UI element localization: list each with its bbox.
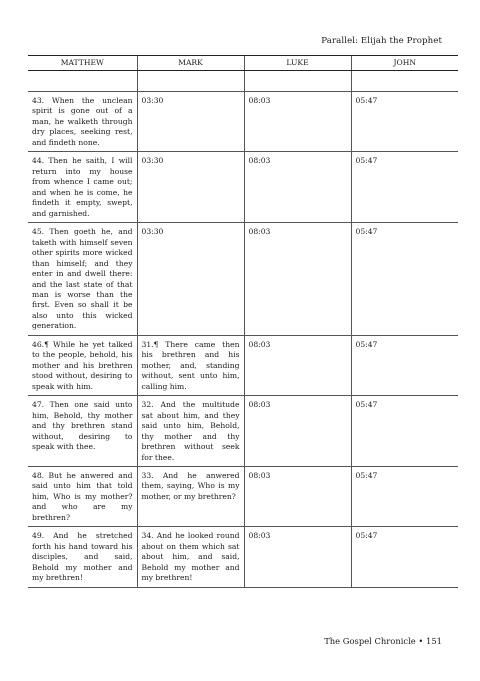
spacer-cell xyxy=(28,71,137,92)
column-header-luke: LUKE xyxy=(244,56,351,71)
mark-verse: 32. And the multitude sat about him, and they said unto him, Behold, thy mother and thy brethren without seek for thee. xyxy=(137,396,244,467)
table-row xyxy=(28,152,458,223)
matthew-verse: 47. Then one said unto him, Behold, thy mother and thy brethren stand without, desiring to speak with thee. xyxy=(28,396,137,467)
spacer-row xyxy=(28,71,458,92)
matthew-verse: 46.¶ While he yet talked to the people, behold, his mother and his brethren stood without, desiring to speak with him. xyxy=(28,335,137,395)
luke-verse: 08:03 xyxy=(244,92,351,152)
luke-verse: 08:03 xyxy=(244,223,351,336)
john-verse: 05:47 xyxy=(351,152,458,223)
mark-verse: 03:30 xyxy=(137,152,244,223)
john-verse: 05:47 xyxy=(351,467,458,527)
page-header: Parallel: Elijah the Prophet xyxy=(321,36,442,46)
table-header-row xyxy=(28,56,458,71)
matthew-verse: 45. Then goeth he, and taketh with himself seven other spirits more wicked than himself; and they enter in and dwell there: and the last state of that man is worse than the first. Even so shall it be also unto this wicked generation. xyxy=(28,223,137,336)
matthew-verse: 43. When the unclean spirit is gone out of a man, he walketh through dry places, seeking rest, and findeth none. xyxy=(28,92,137,152)
spacer-cell xyxy=(137,71,244,92)
spacer-cell xyxy=(244,71,351,92)
table-row xyxy=(28,396,458,467)
luke-verse: 08:03 xyxy=(244,152,351,223)
john-verse: 05:47 xyxy=(351,223,458,336)
page-footer: The Gospel Chronicle • 151 xyxy=(324,636,442,646)
matthew-verse: 49. And he stretched forth his hand toward his disciples, and said, Behold my mother and my brethren! xyxy=(28,527,137,587)
john-verse: 05:47 xyxy=(351,335,458,395)
mark-verse: 03:30 xyxy=(137,92,244,152)
luke-verse: 08:03 xyxy=(244,335,351,395)
john-verse: 05:47 xyxy=(351,396,458,467)
mark-verse: 34. And he looked round about on them which sat about him, and said, Behold my mother and my brethren! xyxy=(137,527,244,587)
matthew-verse: 44. Then he saith, I will return into my house from whence I came out; and when he is come, he findeth it empty, swept, and garnished. xyxy=(28,152,137,223)
column-header-matthew: MATTHEW xyxy=(28,56,137,71)
luke-verse: 08:03 xyxy=(244,527,351,587)
table-row xyxy=(28,92,458,152)
luke-verse: 08:03 xyxy=(244,467,351,527)
table-row xyxy=(28,223,458,336)
john-verse: 05:47 xyxy=(351,527,458,587)
luke-verse: 08:03 xyxy=(244,396,351,467)
table-row xyxy=(28,467,458,527)
gospel-parallel-table xyxy=(28,55,458,588)
mark-verse: 31.¶ There came then his brethren and his mother, and, standing without, sent unto him, calling him. xyxy=(137,335,244,395)
john-verse: 05:47 xyxy=(351,92,458,152)
column-header-mark: MARK xyxy=(137,56,244,71)
table-row xyxy=(28,335,458,395)
mark-verse: 03:30 xyxy=(137,223,244,336)
mark-verse: 33. And he anwered them, saying, Who is my mother, or my brethren? xyxy=(137,467,244,527)
spacer-cell xyxy=(351,71,458,92)
column-header-john: JOHN xyxy=(351,56,458,71)
table-row xyxy=(28,527,458,587)
matthew-verse: 48. But he anwered and said unto him that told him, Who is my mother? and who are my brethren? xyxy=(28,467,137,527)
